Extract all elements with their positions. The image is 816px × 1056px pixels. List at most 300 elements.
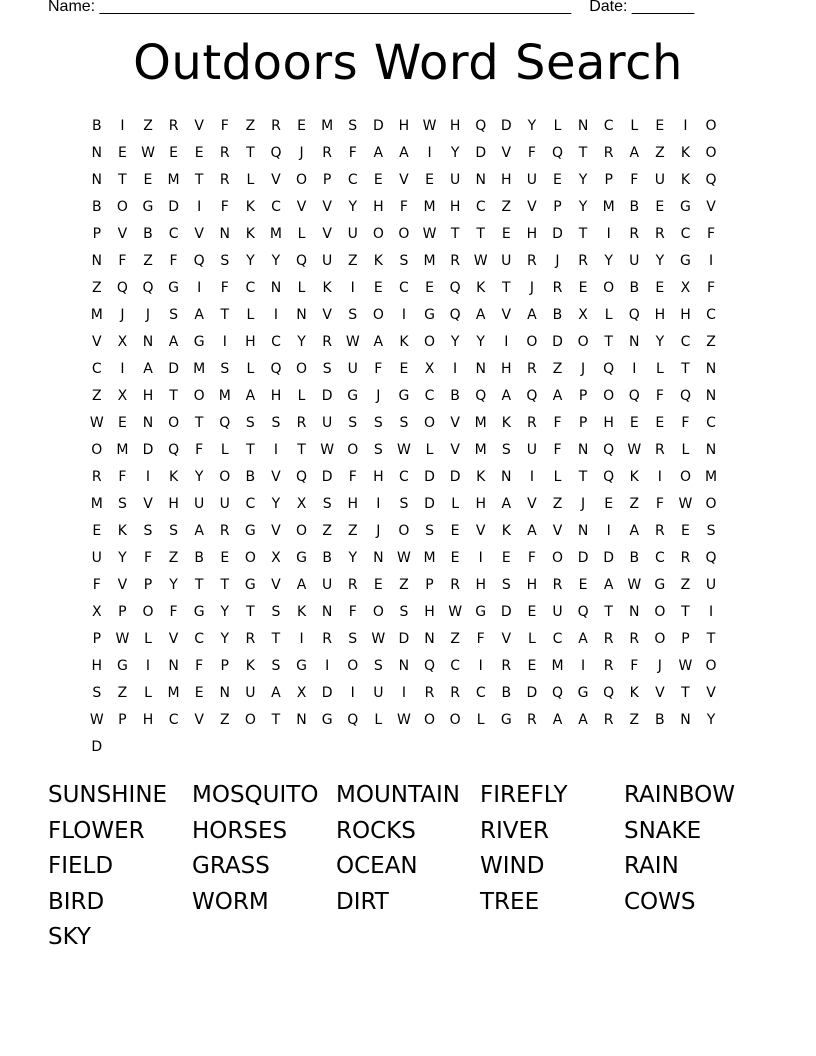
grid-letter[interactable]: S: [348, 307, 358, 323]
grid-letter[interactable]: Q: [679, 388, 691, 404]
grid-letter[interactable]: M: [423, 253, 436, 269]
grid-letter[interactable]: Y: [706, 712, 716, 728]
grid-letter[interactable]: E: [527, 604, 537, 620]
grid-letter[interactable]: M: [269, 226, 282, 242]
grid-letter[interactable]: F: [220, 199, 229, 215]
grid-letter[interactable]: O: [654, 631, 666, 647]
grid-letter[interactable]: N: [577, 523, 589, 539]
grid-letter[interactable]: O: [347, 658, 359, 674]
grid-letter[interactable]: A: [475, 307, 486, 323]
grid-letter[interactable]: D: [398, 631, 410, 647]
grid-letter[interactable]: G: [168, 280, 179, 296]
grid-letter[interactable]: U: [654, 172, 665, 188]
grid-letter[interactable]: F: [374, 361, 383, 377]
grid-letter[interactable]: O: [398, 523, 410, 539]
grid-letter[interactable]: O: [296, 523, 308, 539]
grid-letter[interactable]: I: [120, 118, 125, 134]
grid-letter[interactable]: R: [91, 469, 102, 485]
grid-letter[interactable]: I: [401, 307, 406, 323]
grid-letter[interactable]: E: [143, 172, 153, 188]
grid-letter[interactable]: H: [424, 604, 435, 620]
grid-letter[interactable]: R: [424, 685, 435, 701]
grid-letter[interactable]: B: [655, 712, 665, 728]
grid-letter[interactable]: A: [271, 685, 281, 701]
grid-letter[interactable]: L: [144, 685, 152, 701]
grid-letter[interactable]: R: [527, 415, 537, 431]
grid-letter[interactable]: F: [630, 658, 639, 674]
grid-letter[interactable]: I: [222, 334, 227, 350]
grid-letter[interactable]: L: [604, 307, 613, 323]
grid-letter[interactable]: L: [681, 442, 690, 458]
grid-letter[interactable]: R: [654, 442, 665, 458]
grid-letter[interactable]: C: [271, 199, 281, 215]
grid-letter[interactable]: T: [578, 226, 588, 242]
grid-letter[interactable]: A: [245, 388, 256, 404]
grid-letter[interactable]: F: [118, 253, 127, 269]
grid-letter[interactable]: G: [116, 658, 128, 674]
grid-letter[interactable]: O: [526, 334, 538, 350]
grid-letter[interactable]: B: [629, 280, 640, 296]
grid-letter[interactable]: I: [683, 118, 688, 134]
grid-letter[interactable]: Z: [143, 253, 153, 269]
grid-letter[interactable]: V: [143, 496, 153, 512]
grid-letter[interactable]: K: [501, 415, 511, 431]
grid-letter[interactable]: K: [680, 172, 691, 188]
grid-letter[interactable]: F: [195, 442, 204, 458]
grid-letter[interactable]: D: [603, 550, 615, 566]
grid-letter[interactable]: V: [168, 631, 179, 647]
grid-letter[interactable]: B: [245, 469, 256, 485]
grid-letter[interactable]: C: [680, 334, 691, 350]
grid-letter[interactable]: V: [271, 523, 281, 539]
grid-letter[interactable]: F: [707, 280, 716, 296]
grid-letter[interactable]: B: [91, 118, 102, 134]
grid-letter[interactable]: I: [427, 145, 432, 161]
grid-letter[interactable]: P: [220, 658, 229, 674]
grid-letter[interactable]: K: [476, 280, 486, 296]
grid-letter[interactable]: N: [168, 658, 179, 674]
grid-letter[interactable]: K: [501, 523, 511, 539]
grid-letter[interactable]: U: [526, 172, 538, 188]
grid-letter[interactable]: W: [422, 226, 437, 242]
grid-letter[interactable]: G: [680, 253, 691, 269]
grid-letter[interactable]: Y: [348, 199, 358, 215]
grid-letter[interactable]: D: [424, 469, 435, 485]
grid-letter[interactable]: A: [168, 334, 179, 350]
grid-letter[interactable]: T: [476, 226, 485, 242]
grid-letter[interactable]: W: [678, 658, 693, 674]
grid-letter[interactable]: R: [322, 334, 332, 350]
grid-letter[interactable]: S: [425, 523, 434, 539]
grid-letter[interactable]: Q: [526, 388, 538, 404]
grid-letter[interactable]: P: [143, 577, 153, 593]
grid-letter[interactable]: Y: [246, 253, 255, 269]
grid-letter[interactable]: R: [219, 145, 230, 161]
grid-letter[interactable]: C: [245, 496, 256, 512]
grid-letter[interactable]: E: [425, 172, 434, 188]
grid-letter[interactable]: E: [169, 145, 178, 161]
grid-letter[interactable]: Z: [92, 280, 102, 296]
grid-letter[interactable]: S: [220, 253, 230, 269]
grid-letter[interactable]: Q: [603, 361, 615, 377]
grid-letter[interactable]: Q: [705, 550, 717, 566]
grid-letter[interactable]: U: [552, 604, 563, 620]
grid-letter[interactable]: I: [299, 631, 304, 647]
grid-letter[interactable]: E: [655, 415, 665, 431]
grid-letter[interactable]: A: [373, 145, 384, 161]
grid-letter[interactable]: W: [115, 631, 130, 647]
grid-letter[interactable]: E: [297, 118, 306, 134]
grid-letter[interactable]: S: [271, 658, 281, 674]
grid-letter[interactable]: O: [705, 145, 717, 161]
grid-letter[interactable]: W: [473, 253, 488, 269]
grid-letter[interactable]: R: [578, 253, 588, 269]
grid-letter[interactable]: M: [167, 172, 180, 188]
grid-letter[interactable]: D: [475, 145, 487, 161]
grid-letter[interactable]: Z: [322, 523, 332, 539]
grid-letter[interactable]: Q: [603, 685, 615, 701]
grid-letter[interactable]: E: [655, 118, 665, 134]
grid-letter[interactable]: H: [603, 415, 614, 431]
grid-letter[interactable]: H: [347, 496, 358, 512]
grid-letter[interactable]: E: [655, 280, 665, 296]
grid-letter[interactable]: R: [296, 415, 307, 431]
grid-letter[interactable]: H: [373, 469, 384, 485]
grid-letter[interactable]: W: [320, 442, 335, 458]
grid-letter[interactable]: F: [527, 550, 536, 566]
grid-letter[interactable]: Q: [296, 469, 308, 485]
grid-letter[interactable]: Z: [143, 118, 153, 134]
grid-letter[interactable]: V: [527, 496, 537, 512]
grid-letter[interactable]: N: [577, 442, 589, 458]
grid-letter[interactable]: Q: [270, 145, 282, 161]
grid-letter[interactable]: V: [322, 199, 332, 215]
grid-letter[interactable]: Q: [296, 253, 308, 269]
grid-letter[interactable]: M: [193, 361, 206, 377]
grid-letter[interactable]: R: [603, 658, 614, 674]
grid-letter[interactable]: F: [476, 631, 485, 647]
grid-letter[interactable]: K: [117, 523, 127, 539]
grid-letter[interactable]: W: [141, 145, 155, 161]
grid-letter[interactable]: V: [527, 199, 537, 215]
grid-letter[interactable]: R: [654, 523, 665, 539]
grid-letter[interactable]: A: [143, 361, 153, 377]
grid-letter[interactable]: O: [372, 307, 384, 323]
grid-letter[interactable]: E: [450, 523, 460, 539]
grid-letter[interactable]: A: [629, 523, 640, 539]
grid-letter[interactable]: I: [350, 280, 355, 296]
grid-letter[interactable]: I: [606, 523, 611, 539]
grid-letter[interactable]: Y: [604, 253, 613, 269]
grid-letter[interactable]: K: [373, 253, 383, 269]
grid-letter[interactable]: V: [194, 226, 204, 242]
grid-letter[interactable]: Q: [628, 307, 640, 323]
grid-letter[interactable]: T: [271, 712, 281, 728]
grid-letter[interactable]: K: [245, 199, 255, 215]
grid-letter[interactable]: H: [398, 118, 410, 134]
grid-letter[interactable]: V: [655, 685, 665, 701]
grid-letter[interactable]: D: [91, 739, 103, 755]
grid-letter[interactable]: V: [271, 577, 281, 593]
grid-letter[interactable]: G: [142, 199, 154, 215]
grid-letter[interactable]: H: [475, 577, 486, 593]
grid-letter[interactable]: A: [399, 145, 409, 161]
grid-letter[interactable]: I: [145, 469, 151, 485]
grid-letter[interactable]: W: [422, 118, 437, 134]
grid-letter[interactable]: M: [116, 442, 129, 458]
grid-letter[interactable]: I: [325, 658, 330, 674]
grid-letter[interactable]: T: [681, 685, 690, 701]
grid-letter[interactable]: J: [657, 658, 662, 674]
grid-letter[interactable]: S: [143, 523, 153, 539]
grid-letter[interactable]: G: [244, 523, 256, 539]
grid-letter[interactable]: C: [706, 415, 716, 431]
grid-letter[interactable]: B: [322, 550, 332, 566]
grid-letter[interactable]: R: [603, 631, 614, 647]
grid-letter[interactable]: E: [501, 550, 511, 566]
grid-letter[interactable]: O: [424, 712, 436, 728]
grid-letter[interactable]: Z: [117, 685, 128, 701]
grid-letter[interactable]: E: [527, 658, 537, 674]
grid-letter[interactable]: V: [706, 685, 716, 701]
grid-letter[interactable]: Y: [655, 334, 665, 350]
grid-letter[interactable]: Z: [399, 577, 409, 593]
grid-letter[interactable]: N: [296, 712, 307, 728]
grid-letter[interactable]: U: [245, 685, 256, 701]
grid-letter[interactable]: W: [89, 415, 104, 431]
grid-letter[interactable]: E: [117, 415, 127, 431]
grid-letter[interactable]: O: [347, 442, 359, 458]
grid-letter[interactable]: Y: [578, 172, 588, 188]
grid-letter[interactable]: V: [552, 523, 563, 539]
grid-letter[interactable]: S: [348, 631, 358, 647]
grid-letter[interactable]: W: [448, 604, 463, 620]
grid-letter[interactable]: H: [449, 199, 461, 215]
grid-letter[interactable]: Z: [450, 631, 460, 647]
grid-letter[interactable]: Y: [220, 604, 230, 620]
grid-letter[interactable]: L: [220, 442, 229, 458]
grid-letter[interactable]: Y: [450, 145, 460, 161]
grid-letter[interactable]: C: [475, 685, 486, 701]
grid-letter[interactable]: G: [193, 604, 205, 620]
grid-letter[interactable]: F: [220, 118, 229, 134]
grid-letter[interactable]: T: [604, 334, 613, 350]
grid-letter[interactable]: N: [629, 604, 640, 620]
grid-letter[interactable]: N: [398, 658, 410, 674]
grid-letter[interactable]: D: [321, 388, 333, 404]
grid-letter[interactable]: L: [144, 631, 152, 647]
grid-letter[interactable]: G: [193, 334, 205, 350]
grid-letter[interactable]: Y: [527, 118, 537, 134]
grid-letter[interactable]: O: [424, 334, 436, 350]
grid-letter[interactable]: H: [91, 658, 103, 674]
grid-letter[interactable]: U: [322, 577, 333, 593]
grid-letter[interactable]: R: [450, 253, 460, 269]
grid-letter[interactable]: O: [398, 226, 410, 242]
grid-letter[interactable]: Q: [142, 280, 154, 296]
grid-letter[interactable]: J: [581, 361, 586, 377]
grid-letter[interactable]: E: [629, 415, 639, 431]
grid-letter[interactable]: D: [168, 199, 179, 215]
grid-letter[interactable]: E: [373, 172, 383, 188]
grid-letter[interactable]: J: [555, 253, 560, 269]
grid-letter[interactable]: Y: [271, 253, 281, 269]
grid-letter[interactable]: O: [654, 604, 666, 620]
grid-letter[interactable]: T: [681, 361, 690, 377]
grid-letter[interactable]: Q: [628, 388, 640, 404]
grid-letter[interactable]: R: [450, 685, 460, 701]
grid-letter[interactable]: Y: [118, 550, 127, 566]
grid-letter[interactable]: O: [193, 388, 205, 404]
grid-letter[interactable]: R: [347, 577, 358, 593]
grid-letter[interactable]: I: [504, 334, 509, 350]
grid-letter[interactable]: T: [194, 577, 204, 593]
grid-letter[interactable]: S: [348, 415, 358, 431]
grid-letter[interactable]: L: [246, 361, 255, 377]
grid-letter[interactable]: J: [581, 496, 586, 512]
grid-letter[interactable]: Z: [219, 712, 230, 728]
grid-letter[interactable]: T: [246, 145, 255, 161]
grid-letter[interactable]: D: [372, 118, 384, 134]
grid-letter[interactable]: T: [118, 172, 127, 188]
grid-letter[interactable]: M: [474, 415, 487, 431]
grid-letter[interactable]: V: [501, 145, 512, 161]
grid-letter[interactable]: U: [501, 253, 512, 269]
grid-letter[interactable]: R: [629, 631, 640, 647]
grid-letter[interactable]: Q: [603, 442, 615, 458]
grid-letter[interactable]: K: [168, 469, 179, 485]
grid-letter[interactable]: D: [500, 118, 512, 134]
grid-letter[interactable]: N: [91, 253, 103, 269]
grid-letter[interactable]: B: [629, 550, 640, 566]
grid-letter[interactable]: N: [680, 712, 691, 728]
grid-letter[interactable]: N: [142, 415, 154, 431]
grid-letter[interactable]: Y: [476, 334, 485, 350]
grid-letter[interactable]: K: [629, 469, 639, 485]
grid-letter[interactable]: N: [424, 631, 435, 647]
grid-letter[interactable]: W: [345, 334, 360, 350]
grid-letter[interactable]: N: [91, 145, 103, 161]
grid-letter[interactable]: E: [578, 280, 588, 296]
grid-letter[interactable]: Q: [475, 388, 487, 404]
grid-letter[interactable]: Z: [552, 361, 563, 377]
grid-letter[interactable]: P: [92, 226, 102, 242]
grid-letter[interactable]: Y: [450, 334, 460, 350]
grid-letter[interactable]: S: [169, 307, 179, 323]
grid-letter[interactable]: S: [169, 523, 179, 539]
grid-letter[interactable]: F: [348, 469, 357, 485]
grid-letter[interactable]: X: [117, 334, 128, 350]
grid-letter[interactable]: D: [449, 469, 461, 485]
grid-letter[interactable]: M: [321, 118, 334, 134]
grid-letter[interactable]: O: [372, 226, 384, 242]
grid-letter[interactable]: G: [680, 199, 691, 215]
grid-letter[interactable]: L: [655, 361, 664, 377]
grid-letter[interactable]: I: [478, 658, 483, 674]
grid-letter[interactable]: N: [270, 280, 282, 296]
grid-letter[interactable]: R: [322, 631, 332, 647]
grid-letter[interactable]: E: [399, 361, 409, 377]
grid-letter[interactable]: Y: [297, 334, 306, 350]
grid-letter[interactable]: A: [296, 577, 307, 593]
grid-letter[interactable]: F: [143, 550, 153, 566]
grid-letter[interactable]: B: [143, 226, 153, 242]
grid-letter[interactable]: A: [552, 712, 563, 728]
grid-letter[interactable]: T: [246, 604, 255, 620]
grid-letter[interactable]: M: [705, 469, 718, 485]
grid-letter[interactable]: N: [501, 469, 512, 485]
grid-letter[interactable]: K: [476, 469, 486, 485]
grid-letter[interactable]: S: [322, 496, 332, 512]
grid-letter[interactable]: U: [705, 577, 717, 593]
grid-letter[interactable]: P: [425, 577, 434, 593]
grid-letter[interactable]: V: [322, 226, 332, 242]
grid-letter[interactable]: F: [655, 388, 664, 404]
grid-letter[interactable]: S: [501, 442, 511, 458]
grid-letter[interactable]: N: [219, 685, 230, 701]
grid-letter[interactable]: E: [194, 145, 204, 161]
grid-letter[interactable]: N: [705, 442, 717, 458]
grid-letter[interactable]: F: [527, 145, 536, 161]
grid-letter[interactable]: E: [578, 577, 588, 593]
grid-letter[interactable]: U: [373, 685, 384, 701]
grid-letter[interactable]: P: [118, 604, 127, 620]
grid-letter[interactable]: O: [577, 334, 589, 350]
grid-letter[interactable]: A: [578, 631, 588, 647]
grid-letter[interactable]: P: [604, 172, 613, 188]
grid-letter[interactable]: G: [296, 658, 307, 674]
grid-letter[interactable]: G: [244, 577, 256, 593]
grid-letter[interactable]: Q: [219, 415, 231, 431]
grid-letter[interactable]: Y: [578, 199, 588, 215]
grid-letter[interactable]: J: [120, 307, 125, 323]
grid-letter[interactable]: Q: [551, 145, 563, 161]
grid-letter[interactable]: H: [475, 496, 486, 512]
grid-letter[interactable]: S: [322, 361, 332, 377]
grid-letter[interactable]: S: [92, 685, 102, 701]
grid-letter[interactable]: R: [552, 280, 563, 296]
grid-letter[interactable]: D: [500, 604, 512, 620]
grid-letter[interactable]: P: [92, 631, 102, 647]
grid-letter[interactable]: H: [680, 307, 691, 323]
grid-letter[interactable]: L: [297, 226, 306, 242]
grid-letter[interactable]: O: [603, 280, 615, 296]
grid-letter[interactable]: V: [271, 469, 281, 485]
grid-letter[interactable]: E: [373, 577, 383, 593]
grid-letter[interactable]: G: [424, 307, 435, 323]
grid-letter[interactable]: F: [118, 469, 127, 485]
grid-letter[interactable]: C: [603, 118, 614, 134]
grid-letter[interactable]: R: [603, 712, 614, 728]
grid-letter[interactable]: B: [194, 550, 204, 566]
grid-letter[interactable]: K: [629, 685, 639, 701]
grid-letter[interactable]: R: [501, 658, 512, 674]
grid-letter[interactable]: V: [322, 307, 332, 323]
grid-letter[interactable]: O: [603, 388, 615, 404]
grid-letter[interactable]: T: [604, 604, 613, 620]
grid-letter[interactable]: P: [118, 712, 127, 728]
grid-letter[interactable]: A: [527, 307, 537, 323]
grid-letter[interactable]: S: [373, 415, 383, 431]
grid-letter[interactable]: Z: [629, 496, 640, 512]
grid-letter[interactable]: G: [398, 388, 410, 404]
grid-letter[interactable]: O: [449, 712, 461, 728]
grid-letter[interactable]: T: [297, 442, 306, 458]
grid-letter[interactable]: C: [194, 631, 205, 647]
grid-letter[interactable]: T: [169, 388, 178, 404]
grid-letter[interactable]: Q: [449, 307, 461, 323]
grid-letter[interactable]: V: [117, 577, 128, 593]
